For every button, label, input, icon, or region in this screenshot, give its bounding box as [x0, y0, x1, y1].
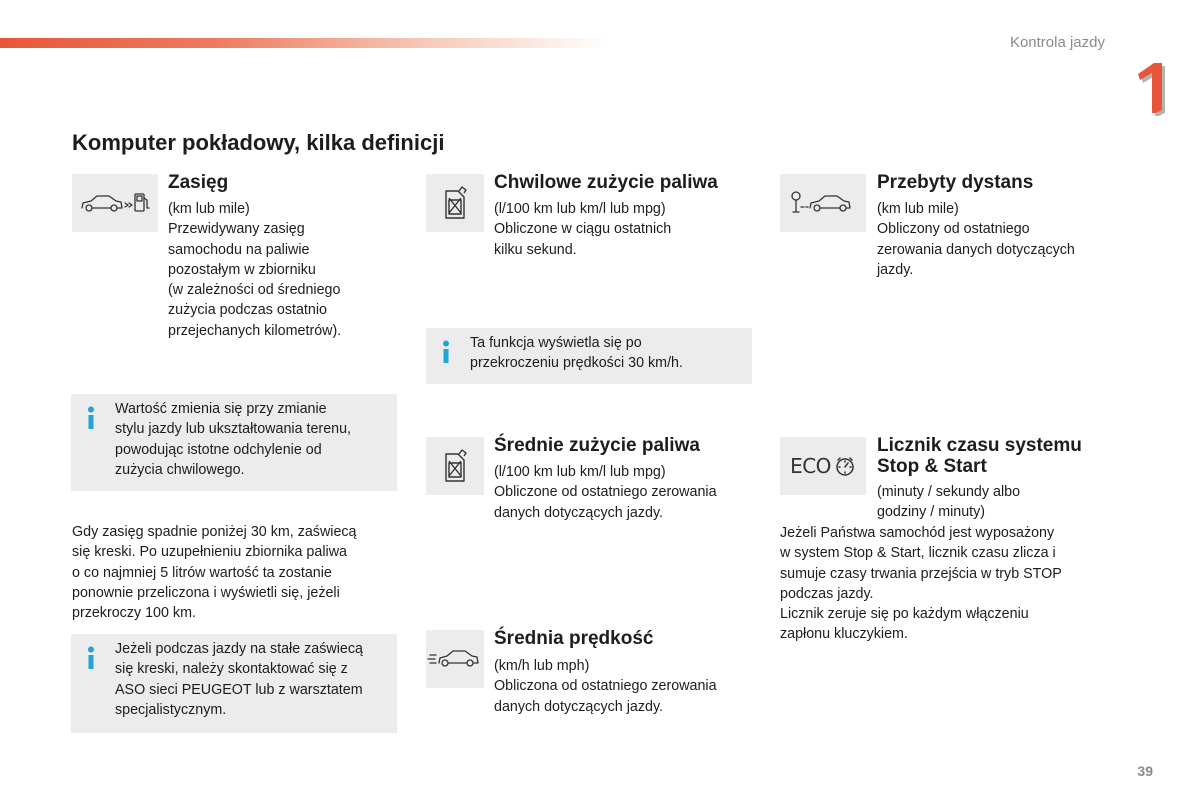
text-line: stylu jazdy lub ukształtowania terenu, [115, 421, 352, 438]
text-line: zapłonu kluczykiem. [780, 626, 908, 643]
text-line: powodując istotne odchylenie od [115, 441, 322, 458]
stop-start-units [877, 482, 1020, 523]
info-note-service [71, 634, 397, 733]
average-consumption-description [494, 462, 717, 523]
text-line: specjalistycznym. [115, 701, 227, 718]
eco-timer-icon [790, 454, 856, 478]
section-title: Kontrola jazdy [1009, 34, 1105, 51]
text-line: ASO sieci PEUGEOT lub z warsztatem [115, 681, 363, 698]
text-line: (km/h lub mph) [494, 658, 590, 674]
text-line: danych dotyczących jazdy. [494, 504, 664, 521]
instant-consumption-title: Chwilowe zużycie paliwa [494, 172, 718, 193]
text-line: pozostałym w zbiorniku [168, 261, 316, 278]
text-line: Jeżeli podczas jazdy na stałe zaświecą [115, 641, 363, 657]
text-line: kilku sekund. [494, 241, 577, 258]
range-title: Zasięg [168, 172, 229, 193]
low-range-paragraph [72, 522, 357, 623]
text-line: przekroczy 100 km. [72, 605, 196, 622]
text-line: (w zależności od średniego [168, 282, 341, 299]
text-line: Jeżeli Państwa samochód jest wyposażony [780, 525, 1055, 541]
text-line: Przewidywany zasięg [168, 221, 305, 238]
text-line: o co najmniej 5 litrów wartość ta zostanie [72, 564, 332, 581]
text-line: ponownie przeliczona i wyświetli się, jeżeli [72, 584, 340, 601]
text-line: sumuje czasy trwania przejścia w tryb STOP [780, 565, 1062, 582]
text-line: Ta funkcja wyświetla się po [470, 335, 642, 351]
distance-icon-box [780, 174, 866, 232]
fuel-can-icon [440, 448, 470, 484]
fuel-can-icon [440, 185, 470, 221]
average-speed-title: Średnia prędkość [494, 628, 654, 649]
range-description [168, 199, 341, 341]
average-speed-description [494, 656, 717, 717]
average-consumption-icon-box [426, 437, 484, 495]
distance-description [877, 199, 1075, 280]
instant-consumption-icon-box [426, 174, 484, 232]
info-note-speed [426, 328, 752, 384]
text-line: Licznik zeruje się po każdym włączeniu [780, 606, 1029, 623]
text-line: jazdy. [877, 261, 914, 278]
text-line: zerowania danych dotyczących [877, 241, 1075, 258]
pin-car-icon [788, 188, 858, 218]
average-consumption-title: Średnie zużycie paliwa [494, 435, 700, 456]
text-line: podczas jazdy. [780, 585, 874, 602]
text-line: godziny / minuty) [877, 504, 986, 521]
stop-start-description [780, 523, 1062, 645]
text-line: się kreski. Po uzupełnieniu zbiornika paliwa [72, 544, 347, 561]
title-line: Licznik czasu systemu [877, 435, 1082, 456]
info-icon [85, 406, 97, 430]
title-line: Stop & Start [877, 456, 987, 477]
distance-title: Przebyty dystans [877, 172, 1034, 193]
timer-icon [834, 455, 856, 477]
text-line: zużycia podczas ostatnio [168, 302, 327, 319]
average-speed-icon-box [426, 630, 484, 688]
info-note-range [71, 394, 397, 491]
text-line: (l/100 km lub km/l lub mpg) [494, 464, 666, 480]
text-line: danych dotyczących jazdy. [494, 698, 664, 715]
moving-car-icon [427, 646, 483, 672]
text-line: zużycia chwilowego. [115, 461, 245, 478]
text-line: (km lub mile) [168, 201, 250, 217]
text-line: (l/100 km lub km/l lub mpg) [494, 201, 666, 217]
text-line: przejechanych kilometrów). [168, 322, 342, 339]
text-line: Obliczone w ciągu ostatnich [494, 221, 672, 238]
text-line: (km lub mile) [877, 201, 959, 217]
page-number: 39 [1137, 763, 1153, 779]
text-line: samochodu na paliwie [168, 241, 310, 258]
header-accent-bar [0, 38, 610, 48]
range-icon-box [72, 174, 158, 232]
car-to-fuel-pump-icon [79, 188, 151, 218]
stop-start-title [877, 435, 1082, 477]
text-line: Obliczony od ostatniego [877, 221, 1030, 238]
text-line: Gdy zasięg spadnie poniżej 30 km, zaświecą [72, 524, 357, 540]
chapter-number-1-icon [1135, 60, 1167, 116]
text-line: się kreski, należy skontaktować się z [115, 661, 348, 678]
info-icon [85, 646, 97, 670]
text-line: Wartość zmienia się przy zmianie [115, 401, 327, 417]
page-title: Komputer pokładowy, kilka definicji [72, 130, 445, 155]
stop-start-icon-box [780, 437, 866, 495]
text-line: Obliczone od ostatniego zerowania [494, 484, 717, 501]
text-line: (minuty / sekundy albo [877, 484, 1021, 500]
instant-consumption-description [494, 199, 671, 260]
text-line: w system Stop & Start, licznik czasu zlicza i [780, 545, 1056, 562]
eco-label: ECO [790, 454, 831, 478]
text-line: Obliczona od ostatniego zerowania [494, 678, 717, 695]
info-icon [440, 340, 452, 364]
text-line: przekroczeniu prędkości 30 km/h. [470, 355, 683, 372]
